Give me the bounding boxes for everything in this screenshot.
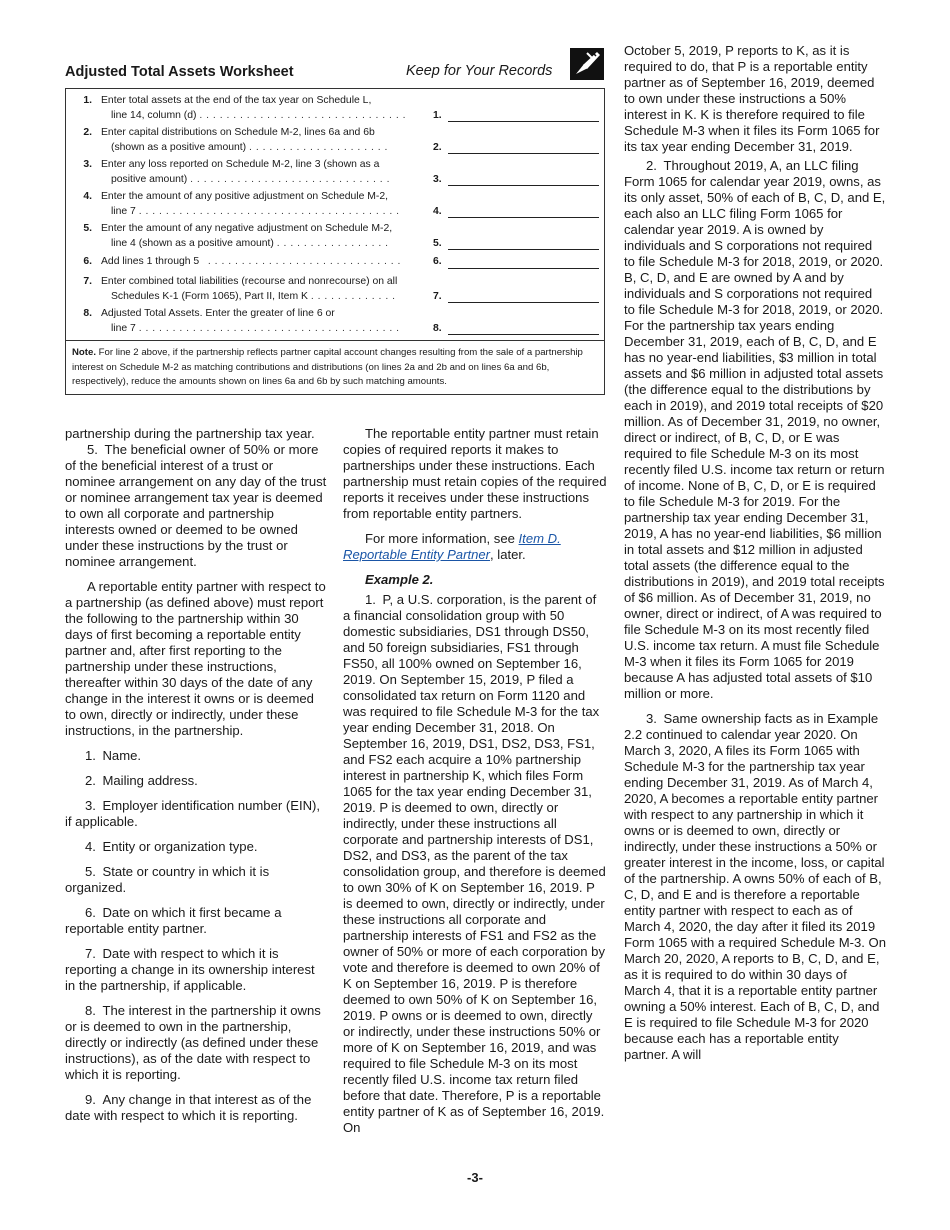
line-text-cont: line 7 . . . . . . . . . . . . . . . . . . . . . . . . . . . . . . . . . . . . . . . — [111, 205, 400, 217]
paragraph: 2. Throughout 2019, A, an LLC filing Form 1065 for calendar year 2019, owns, as its only asset, 50% of each of B, C, D, and E, each also an LLC filing Form 1065 for calendar year 2019. A is owned by individuals and S corporations not required to file Schedule M-3 for 2018, 2019, or 2020. B, C, D, and E are owned by A and by individuals and S corporations not required to file Schedule M-3 for 2018, 2019, or 2020. For the partnership tax years ending December 31, 2019, each of B, C, D, and E has no year-end liabilities, $3 million in total assets and $6 million in adjusted total assets (the difference equal to the distributions by each in 2019), and 2019 total receipts of $20 million. As of December 31, 2019, no owner, direct or indirect, of B, C, D, or E was required to file Schedule M-3 on its most recently filed U.S. income tax return or return of income. None of B, C, D, or E is required to file Schedule M-3 for 2019. For the partnership tax year ending December 31, 2019, A has no year-end liabilities, $6 million in total assets and $12 million in adjusted total assets (the difference equal to the distributions in 2019), and 2019 total receipts of $6 million. As of December 31, 2019, no owner, direct or indirect, of A was required to file Schedule M-3 on its most recently filed U.S. income tax return. A must file Schedule M-3 when it files its Form 1065 for 2019 because A has adjusted total assets of $10 million or more. — [624, 158, 886, 701]
worksheet-note — [66, 340, 604, 394]
example-title: Example 2. — [365, 572, 434, 587]
line-6-input[interactable] — [448, 256, 599, 269]
paragraph: For more information, see Item D. Reportable Entity Partner, later. — [343, 531, 561, 562]
field-number: 7. — [433, 290, 442, 302]
field-number: 5. — [433, 237, 442, 249]
line-2-input[interactable] — [448, 141, 599, 154]
list-item: 8. The interest in the partnership it owns or is deemed to own in the partnership, directly or indirectly (as defined under these instructions), as of the date with respect to which it is reporting. — [65, 1003, 321, 1082]
line-number: 1. — [83, 95, 92, 106]
line-text: Enter the amount of any negative adjustment on Schedule M-2, — [101, 223, 393, 234]
note-label: Note. — [72, 347, 96, 358]
line-text-cont: line 4 (shown as a positive amount) . . . . . . . . . . . . . . . . . — [111, 237, 389, 249]
line-7-input[interactable] — [448, 290, 599, 303]
line-text: Add lines 1 through 5 . . . . . . . . . . . . . . . . . . . . . . . . . . . . . — [101, 256, 401, 267]
list-item: 6. Date on which it first became a reportable entity partner. — [65, 905, 282, 936]
line-8-input[interactable] — [448, 322, 599, 335]
paragraph: 3. Same ownership facts as in Example 2.2 continued to calendar year 2020. On March 3, 2020, A files its Form 1065 with Schedule M-3 for the partnership tax year ending December 31, 2019. As of March 4, 2020, A becomes a reportable entity partner with respect to any partnership in which it owns or is deemed to own, directly or indirectly, under these instructions a 50% or greater interest in the income, loss, or capital of the partnership. A owns 50% of each of B, C, D, and E and is therefore a reportable entity partner with respect to each as of March 4, 2020, the day after it filed its 2019 Form 1065 with a required Schedule M-3. On March 20, 2020, A reports to B, C, D, and E, as it is required to do within 30 days of March 4, that it is a reportable entity partner owning a 50% interest. Each of B, C, D, and E is required to file Schedule M-3 for 2020 because each has a reportable entity partner. A will — [624, 711, 887, 1062]
item-d-link[interactable]: Item D. Reportable Entity Partner — [343, 531, 561, 562]
column-3 — [624, 43, 886, 1063]
line-4-input[interactable] — [448, 205, 599, 218]
line-number: 6. — [83, 256, 92, 267]
line-1-input[interactable] — [448, 109, 599, 122]
column-2 — [343, 426, 607, 1136]
line-3-input[interactable] — [448, 173, 599, 186]
paragraph: The reportable entity partner must retain copies of required reports it makes to partnerships under these instructions. Each partnership must retain copies of the required reports it receives under these instructions from reportable entity partners. — [343, 426, 607, 521]
line-text: Adjusted Total Assets. Enter the greater of line 6 or — [101, 308, 335, 319]
line-text-cont: positive amount) . . . . . . . . . . . . . . . . . . . . . . . . . . . . . . — [111, 173, 390, 185]
line-text-cont: line 7 . . . . . . . . . . . . . . . . . . . . . . . . . . . . . . . . . . . . . . . — [111, 322, 400, 334]
field-number: 2. — [433, 141, 442, 153]
paragraph: 5. The beneficial owner of 50% or more of the beneficial interest of a trust or nominee arrangement on any day of the trust or nominee arrangement tax year is deemed to own all corporate and partnership interests owned or deemed to be owned under these instructions by the trust or nominee arrangement. — [65, 442, 327, 569]
list-item: 9. Any change in that interest as of the date with respect to which it is reporting. — [65, 1092, 312, 1123]
line-number: 2. — [83, 127, 92, 138]
line-number: 8. — [83, 308, 92, 319]
paragraph: A reportable entity partner with respect to a partnership (as defined above) must report the following to the partnership within 30 days of first becoming a reportable entity partner and, after first reporting to the partnership under these instructions, thereafter within 30 days of the date of any change in the interest it owns or is deemed to own, directly or indirectly, under these instructions, in the partnership. — [65, 579, 326, 738]
line-text: Enter combined total liabilities (recourse and nonrecourse) on all — [101, 276, 398, 287]
keep-records-icon — [570, 48, 604, 80]
list-item: 3. Employer identification number (EIN), if applicable. — [65, 798, 321, 829]
line-5-input[interactable] — [448, 237, 599, 250]
line-text: Enter capital distributions on Schedule M-2, lines 6a and 6b — [101, 127, 375, 138]
worksheet-title: Adjusted Total Assets Worksheet — [65, 64, 294, 80]
list-item: 7. Date with respect to which it is reporting a change in its ownership interest in the partnership, if applicable. — [65, 946, 315, 993]
list-item: 4. Entity or organization type. — [85, 839, 258, 854]
line-number: 3. — [83, 159, 92, 170]
line-text: Enter any loss reported on Schedule M-2, line 3 (shown as a — [101, 159, 380, 170]
paragraph: 1. P, a U.S. corporation, is the parent of a financial consolidation group with 50 domestic subsidiaries, DS1 through DS50, and 50 foreign subsidiaries, FS1 through FS50, all 100% owned on September 16, 2019. On September 15, 2019, P filed a consolidated tax return on Form 1120 and was required to file Schedule M-3 for the tax year ending December 31, 2018. On September 16, 2019, DS1, DS2, DS3, FS1, and FS2 each acquire a 10% partnership interest in partnership K, which files Form 1065 for the tax year ending December 31, 2019. P is deemed to own, directly or indirectly, under these instructions all corporate and partnership interests of DS1, DS2, and DS3, as the parent of the tax consolidation group, and therefore is deemed to own 30% of K on September 16, 2019. P is deemed to own, directly or indirectly, under these instructions all corporate and partnership interests of FS1 and FS2 as the owner of 50% or more of each corporation by vote and therefore is deemed to own 20% of K on September 16, 2019. P is therefore deemed to own 50% of K on September 16, 2019. P owns or is deemed to own, directly or indirectly, under these instructions 50% or more of K on September 16, 2019, and was required to file Schedule M-3 on its most recently filed U.S. income tax return filed before that date. Therefore, P is a reportable entity partner of K as of September 16, 2019. On — [343, 592, 606, 1135]
worksheet-box — [65, 88, 605, 395]
worksheet-lines — [66, 89, 604, 340]
line-text-cont: Schedules K-1 (Form 1065), Part II, Item K . . . . . . . . . . . . . — [111, 290, 396, 302]
list-item: 1. Name. — [85, 748, 142, 763]
field-number: 3. — [433, 173, 442, 185]
field-number: 6. — [433, 256, 442, 267]
line-number: 5. — [83, 223, 92, 234]
paragraph: October 5, 2019, P reports to K, as it is required to do, that P is a reportable entity partner as of September 16, 2019, deemed to own under these instructions a 50% interest in K. K is therefore required to file Schedule M-3 when it files its Form 1065 for its tax year ending December 31, 2019. — [624, 43, 880, 154]
field-number: 8. — [433, 322, 442, 334]
worksheet-header — [65, 48, 605, 86]
line-text-cont: (shown as a positive amount) . . . . . . . . . . . . . . . . . . . . . — [111, 141, 388, 153]
paragraph: partnership during the partnership tax year. — [65, 426, 315, 441]
column-1 — [65, 426, 327, 1124]
note-text: For line 2 above, if the partnership reflects partner capital account changes resulting from the sale of a partnership interest on Schedule M-2 as matching contributions and distributions (on lines 2a and 2b and on lines 6a and 6b, respectively), reduce the amounts shown on lines 6a and 6b by such matching amounts. — [72, 347, 583, 387]
line-number: 7. — [83, 276, 92, 287]
line-number: 4. — [83, 191, 92, 202]
field-number: 1. — [433, 109, 442, 121]
line-text-cont: line 14, column (d) . . . . . . . . . . . . . . . . . . . . . . . . . . . . . . . — [111, 109, 406, 121]
list-item: 2. Mailing address. — [85, 773, 198, 788]
page-number: -3- — [467, 1170, 483, 1185]
line-text: Enter total assets at the end of the tax year on Schedule L, — [101, 95, 372, 106]
line-text: Enter the amount of any positive adjustment on Schedule M-2, — [101, 191, 389, 202]
field-number: 4. — [433, 205, 442, 217]
list-item: 5. State or country in which it is organized. — [65, 864, 270, 895]
keep-for-records-label: Keep for Your Records — [406, 63, 553, 79]
